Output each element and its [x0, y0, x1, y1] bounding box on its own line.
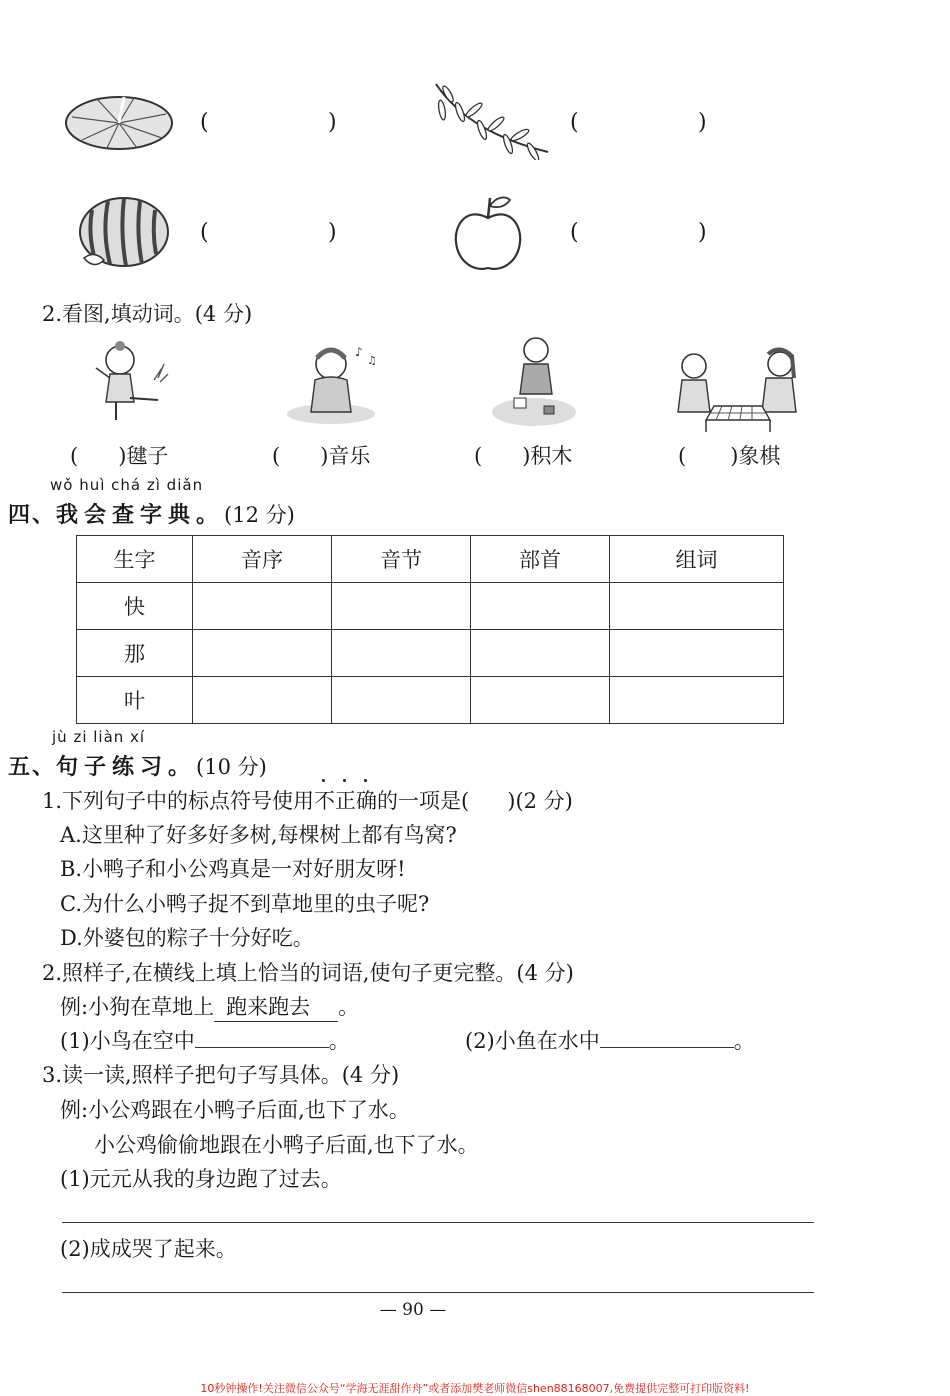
table-header: 组词 [610, 536, 784, 583]
sec5-q2-item-2: (2)小鱼在水中 。 [465, 1025, 755, 1055]
svg-text:♫: ♫ [367, 354, 377, 367]
sec5-q3-item-2: (2)成成哭了起来。 [60, 1237, 237, 1261]
boy-building-blocks-icon [490, 332, 580, 430]
picture-2-paren-close: ) [698, 110, 707, 135]
table-cell-blank[interactable] [471, 677, 610, 724]
q2-item-1-word: 毽子 [126, 444, 169, 468]
table-header: 音序 [193, 536, 332, 583]
option-d: D.外婆包的粽子十分好吃。 [60, 926, 314, 950]
table-cell-blank[interactable] [610, 630, 784, 677]
table-cell-blank[interactable] [332, 677, 471, 724]
table-cell-blank[interactable] [610, 583, 784, 630]
table-cell-blank[interactable] [332, 630, 471, 677]
picture-2-paren-open: ( [570, 110, 579, 135]
example-answer: 跑来跑去 [214, 991, 338, 1022]
sec4-score: (12 分) [224, 503, 295, 527]
sec5-q2-stem: 2.照样子,在横线上填上恰当的词语,使句子更完整。(4 分) [42, 961, 574, 985]
table-cell-blank[interactable] [193, 630, 332, 677]
table-cell-character: 那 [77, 630, 193, 677]
table-header: 音节 [332, 536, 471, 583]
sec5-q2-item-1: (1)小鸟在空中 。 [60, 1025, 350, 1055]
table-header: 生字 [77, 536, 193, 583]
table-cell-character: 快 [77, 583, 193, 630]
q2-item-2-paren-open: ( [272, 444, 281, 468]
table-header-row [77, 536, 784, 583]
q2-item-4-paren-open: ( [678, 444, 687, 468]
sec5-q2-example: 例:小狗在草地上 跑来跑去 。 [60, 991, 359, 1022]
table-row [77, 630, 784, 677]
q2-item-3-paren-close: ) [522, 444, 531, 468]
q2-title: 2.看图,填动词。(4 分) [42, 302, 253, 326]
sec5-q1-stem: 1.下列句子中的标点符号使用 不正确的一项是( )(2 分) [42, 785, 573, 815]
answer-line-1[interactable] [62, 1222, 814, 1223]
table-row [77, 677, 784, 724]
table-cell-blank[interactable] [332, 583, 471, 630]
apple-icon [452, 192, 524, 274]
girl-kicking-shuttlecock-icon [88, 338, 178, 428]
sec5-q3-stem: 3.读一读,照样子把句子写具体。(4 分) [42, 1063, 400, 1087]
fill-blank-2[interactable] [600, 1025, 734, 1048]
table-header: 部首 [471, 536, 610, 583]
q2-item-2-paren-close: ) [320, 444, 329, 468]
sec5-prefix: 五、 [8, 755, 57, 780]
picture-1-paren-close: ) [328, 110, 337, 135]
watermelon-icon [62, 196, 172, 272]
table-cell-blank[interactable] [471, 583, 610, 630]
sec5-q3-example-2: 小公鸡偷偷地跟在小鸭子后面,也下了水。 [94, 1133, 479, 1157]
picture-3-paren-close: ) [328, 220, 337, 245]
dotted-emphasis: 不正确 [314, 785, 377, 815]
q2-item-3-paren-open: ( [474, 444, 483, 468]
lotus-leaf-icon [62, 92, 177, 154]
table-cell-blank[interactable] [193, 677, 332, 724]
q2-item-1-paren-close: ) [118, 444, 127, 468]
option-b: B.小鸭子和小公鸡真是一对好朋友呀! [60, 857, 406, 881]
sec5-q3-item-1: (1)元元从我的身边跑了过去。 [60, 1167, 342, 1191]
q2-item-4-paren-close: ) [730, 444, 739, 468]
sec4-title: 我会查字典。 [56, 503, 225, 528]
table-cell-blank[interactable] [471, 630, 610, 677]
sec4-prefix: 四、 [8, 503, 57, 528]
picture-3-paren-open: ( [200, 220, 209, 245]
sec5-pinyin: jù zi liàn xí [52, 728, 146, 746]
table-cell-blank[interactable] [193, 583, 332, 630]
sec5-score: (10 分) [196, 755, 267, 779]
sec5-title: 句子练习。 [56, 755, 197, 780]
table-cell-character: 叶 [77, 677, 193, 724]
fill-blank-1[interactable] [195, 1025, 329, 1048]
dictionary-table [76, 535, 784, 724]
option-c: C.为什么小鸭子捉不到草地里的虫子呢? [60, 892, 430, 916]
picture-4-paren-close: ) [698, 220, 707, 245]
children-playing-chess-icon [670, 346, 805, 432]
option-a: A.这里种了好多好多树,每棵树上都有鸟窝? [60, 823, 457, 847]
page-number: — 90 — [379, 1300, 447, 1320]
sec5-q3-example-1: 例:小公鸡跟在小鸭子后面,也下了水。 [60, 1098, 410, 1122]
picture-4-paren-open: ( [570, 220, 579, 245]
table-row [77, 583, 784, 630]
q2-item-1-paren-open: ( [70, 444, 79, 468]
footer-notice: 10秒钟操作!关注微信公众号“学海无涯甜作舟”或者添加樊老师微信shen88168007,免费提供完整可打印版资料! [200, 1382, 750, 1395]
answer-line-2[interactable] [62, 1292, 814, 1293]
girl-listening-music-icon [285, 338, 385, 428]
svg-text:♪: ♪ [355, 345, 363, 359]
sec4-pinyin: wǒ huì chá zì diǎn [50, 476, 204, 494]
q2-item-3-word: 积木 [530, 444, 573, 468]
q2-item-2-word: 音乐 [328, 444, 371, 468]
table-cell-blank[interactable] [610, 677, 784, 724]
willow-branch-icon [430, 80, 555, 160]
picture-1-paren-open: ( [200, 110, 209, 135]
q2-item-4-word: 象棋 [738, 444, 781, 468]
